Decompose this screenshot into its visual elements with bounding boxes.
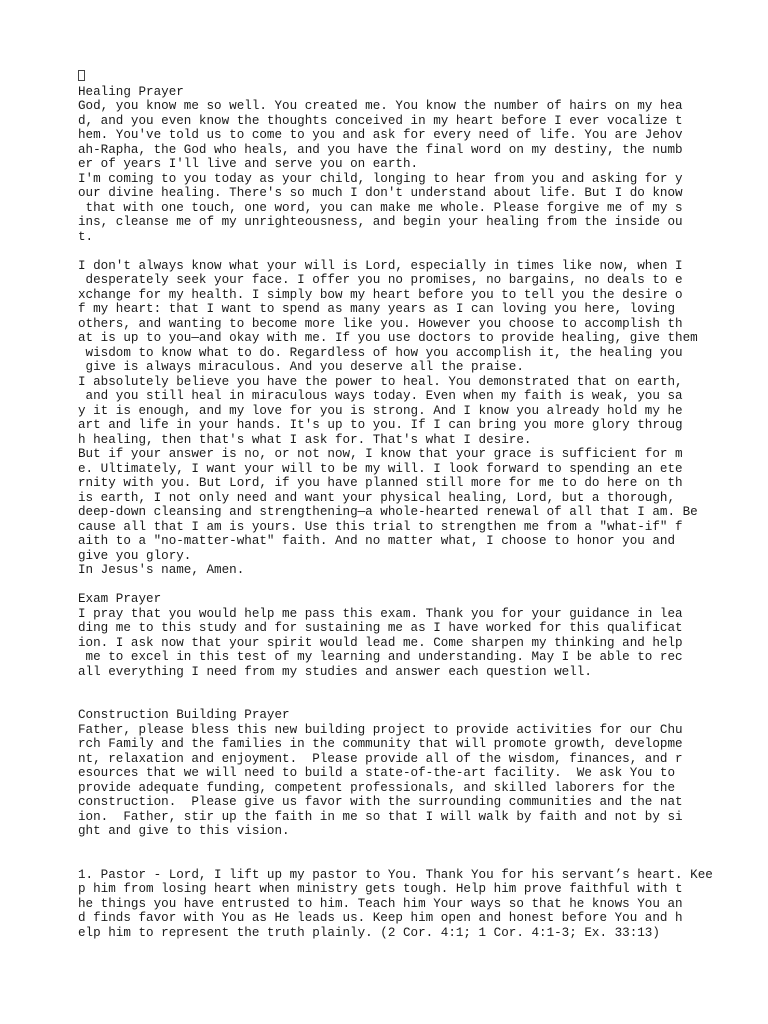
- text-line: I absolutely believe you have the power to heal. You demonstrated that on earth,: [78, 374, 683, 389]
- missing-glyph-line: [78, 70, 718, 85]
- text-line: I don't always know what your will is Lord, especially in times like now, when I: [78, 258, 683, 273]
- text-line: [78, 244, 718, 259]
- text-line: ion. I ask now that your spirit would lead me. Come sharpen my thinking and help: [78, 635, 683, 650]
- text-line: Father, please bless this new building project to provide activities for our Chu: [78, 722, 683, 737]
- text-line: [78, 578, 718, 593]
- text-line: construction. Please give us favor with the surrounding communities and the nat: [78, 795, 683, 809]
- text-line: h healing, then that's what I ask for. That's what I desire.: [78, 432, 532, 447]
- document-text: [78, 85, 718, 941]
- text-line: I'm coming to you today as your child, longing to hear from you and asking for y: [78, 171, 683, 186]
- text-line: ins, cleanse me of my unrighteousness, and begin your healing from the inside ou: [78, 215, 683, 229]
- text-line: hem. You've told us to come to you and ask for every need of life. You are Jehov: [78, 128, 683, 142]
- text-line: ding me to this study and for sustaining me as I have worked for this qualificat: [78, 621, 683, 635]
- text-line: Healing Prayer: [78, 84, 184, 99]
- text-line: he things you have entrusted to him. Teach him Your ways so that he knows You an: [78, 896, 683, 911]
- text-line: nt, relaxation and enjoyment. Please provide all of the wisdom, finances, and r: [78, 751, 683, 766]
- text-line: f my heart: that I want to spend as many years as I can loving you here, loving: [78, 302, 676, 316]
- text-line: ght and give to this vision.: [78, 824, 290, 838]
- text-line: ion. Father, stir up the faith in me so that I will walk by faith and not by si: [78, 809, 683, 824]
- text-line: [78, 679, 718, 694]
- text-line: aith to a "no-matter-what" faith. And no matter what, I choose to honor you and: [78, 534, 676, 548]
- text-line: er of years I'll live and serve you on earth.: [78, 157, 419, 171]
- text-line: deep-down cleansing and strengthening—a whole-hearted renewal of all that I am. Be: [78, 505, 698, 519]
- text-line: rch Family and the families in the community that will promote growth, developme: [78, 737, 683, 751]
- text-line: desperately seek your face. I offer you no promises, no bargains, no deals to e: [78, 273, 683, 287]
- text-line: [78, 839, 718, 854]
- text-line: [78, 694, 718, 709]
- text-line: that with one touch, one word, you can make me whole. Please forgive me of my s: [78, 200, 683, 215]
- text-line: Construction Building Prayer: [78, 708, 290, 722]
- text-line: 1. Pastor - Lord, I lift up my pastor to You. Thank You for his servant’s heart. Kee: [78, 867, 713, 882]
- text-line: t.: [78, 229, 94, 244]
- text-line: ah-Rapha, the God who heals, and you have the final word on my destiny, the numb: [78, 142, 683, 157]
- text-line: But if your answer is no, or not now, I know that your grace is sufficient for m: [78, 447, 683, 461]
- text-line: rnity with you. But Lord, if you have planned still more for me to do here on th: [78, 476, 683, 490]
- text-line: others, and wanting to become more like you. However you choose to accomplish th: [78, 316, 683, 331]
- text-line: cause all that I am is yours. Use this trial to strengthen me from a "what-if" f: [78, 519, 683, 534]
- text-line: at is up to you—and okay with me. If you use doctors to provide healing, give them: [78, 331, 698, 345]
- text-line: give you glory.: [78, 548, 192, 563]
- text-line: d finds favor with You as He leads us. Keep him open and honest before You and h: [78, 911, 683, 925]
- text-line: provide adequate funding, competent professionals, and skilled laborers for the: [78, 780, 676, 795]
- text-line: d, and you even know the thoughts conceived in my heart before I ever vocalize t: [78, 113, 683, 128]
- text-line: I pray that you would help me pass this exam. Thank you for your guidance in lea: [78, 606, 683, 621]
- text-line: God, you know me so well. You created me. You know the number of hairs on my hea: [78, 99, 683, 113]
- text-line: xchange for my health. I simply bow my heart before you to tell you the desire o: [78, 287, 683, 302]
- text-line: p him from losing heart when ministry gets tough. Help him prove faithful with t: [78, 882, 683, 896]
- text-line: wisdom to know what to do. Regardless of how you accomplish it, the healing you: [78, 345, 683, 360]
- text-line: y it is enough, and my love for you is strong. And I know you already hold my he: [78, 403, 683, 418]
- text-line: esources that we will need to build a state-of-the-art facility. We ask You to: [78, 766, 676, 780]
- text-line: Exam Prayer: [78, 592, 162, 606]
- text-line: our divine healing. There's so much I don't understand about life. But I do know: [78, 186, 683, 200]
- missing-glyph-icon: [78, 70, 85, 81]
- text-line: [78, 853, 718, 868]
- text-line: e. Ultimately, I want your will to be my will. I look forward to spending an ete: [78, 461, 683, 476]
- document-page: [78, 70, 718, 940]
- text-line: me to excel in this test of my learning and understanding. May I be able to rec: [78, 650, 683, 664]
- text-line: elp him to represent the truth plainly. (2 Cor. 4:1; 1 Cor. 4:1-3; Ex. 33:13): [78, 925, 660, 940]
- text-line: In Jesus's name, Amen.: [78, 563, 245, 577]
- text-line: give is always miraculous. And you deserve all the praise.: [78, 360, 524, 374]
- text-line: and you still heal in miraculous ways today. Even when my faith is weak, you sa: [78, 389, 683, 403]
- text-line: art and life in your hands. It's up to you. If I can bring you more glory throug: [78, 418, 683, 432]
- text-line: all everything I need from my studies and answer each question well.: [78, 664, 592, 679]
- text-line: is earth, I not only need and want your physical healing, Lord, but a thorough,: [78, 490, 676, 505]
